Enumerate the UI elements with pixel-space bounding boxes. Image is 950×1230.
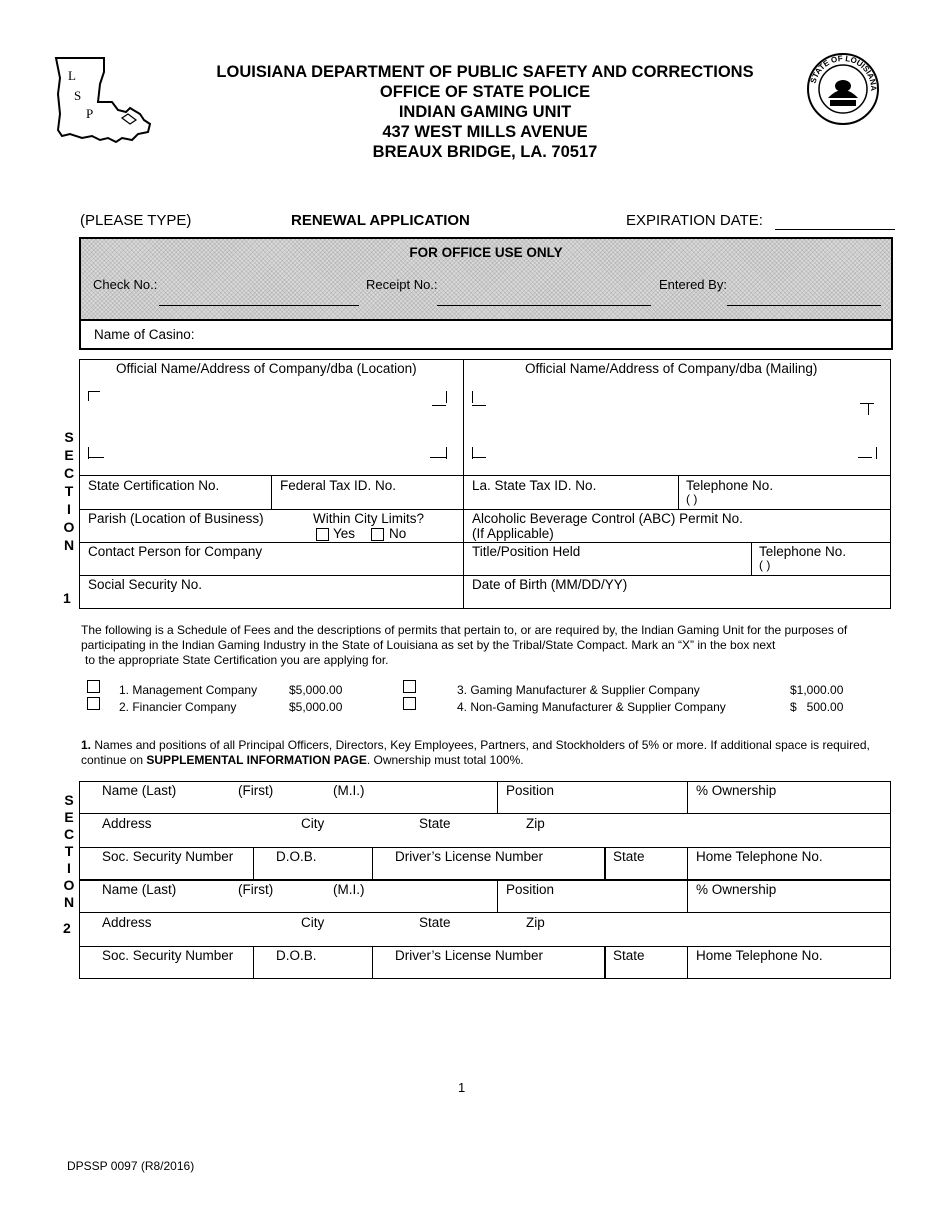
check-no-label: Check No.: <box>93 277 158 292</box>
dob-label: D.O.B. <box>276 849 317 864</box>
name-first-label: (First) <box>238 783 274 798</box>
state-seal-icon <box>806 52 880 126</box>
abc-if-applicable-label: (If Applicable) <box>472 526 554 541</box>
header-line-3: INDIAN GAMING UNIT <box>398 103 572 121</box>
entered-by-field[interactable] <box>727 305 881 306</box>
fee-item-label: 2. Financier Company <box>119 700 237 714</box>
telephone-area-code[interactable]: ( ) <box>686 492 698 506</box>
la-state-tax-id-label: La. State Tax ID. No. <box>472 478 597 493</box>
section-2-letter: S <box>64 792 74 808</box>
financier-company-checkbox[interactable] <box>87 697 100 710</box>
name-mi-label: (M.I.) <box>333 882 365 897</box>
ownership-label: % Ownership <box>696 783 777 798</box>
supplemental-page-ref: SUPPLEMENTAL INFORMATION PAGE <box>146 753 367 767</box>
logo-letter-l: L <box>68 68 76 83</box>
section-1-letter: C <box>63 465 75 481</box>
mailing-address-field[interactable] <box>470 385 882 461</box>
receipt-no-field[interactable] <box>437 305 651 306</box>
date-of-birth-label: Date of Birth (MM/DD/YY) <box>472 577 628 592</box>
expiration-date-field[interactable] <box>775 229 895 230</box>
section-2-letter: I <box>67 860 71 876</box>
within-city-limits-label: Within City Limits? <box>313 511 425 526</box>
seal-text: STATE OF LOUISIANA <box>808 53 879 92</box>
section-1-letter: T <box>64 483 74 499</box>
fee-item-amount: $ 500.00 <box>790 700 844 714</box>
logo-letter-s: S <box>74 88 82 103</box>
fee-item-amount: $5,000.00 <box>289 683 343 697</box>
contact-person-label: Contact Person for Company <box>88 544 263 559</box>
header-line-5: BREAUX BRIDGE, LA. 70517 <box>372 143 598 161</box>
location-address-heading: Official Name/Address of Company/dba (Location) <box>116 361 417 376</box>
state-label: State <box>419 915 451 930</box>
home-telephone-label: Home Telephone No. <box>696 849 823 864</box>
within-city-yes-label: Yes <box>333 526 356 541</box>
home-telephone-label: Home Telephone No. <box>696 948 823 963</box>
address-label: Address <box>102 915 152 930</box>
section-1-letter: S <box>64 429 74 445</box>
within-city-no-checkbox[interactable] <box>371 528 384 541</box>
management-company-checkbox[interactable] <box>87 680 100 693</box>
drivers-license-label: Driver’s License Number <box>395 948 544 963</box>
section-2-vertical-label <box>62 792 76 911</box>
casino-name-field[interactable] <box>79 320 893 350</box>
contact-telephone-area-code[interactable]: ( ) <box>759 558 771 572</box>
gaming-manufacturer-checkbox[interactable] <box>403 680 416 693</box>
position-label: Position <box>506 882 555 897</box>
header-line-4: 437 WEST MILLS AVENUE <box>382 123 588 141</box>
header-line-1: LOUISIANA DEPARTMENT OF PUBLIC SAFETY AND CORRECTIONS <box>216 63 754 81</box>
section-1-letter: I <box>67 501 71 517</box>
parish-label: Parish (Location of Business) <box>88 511 264 526</box>
section-2-letter: O <box>63 877 75 893</box>
license-state-label: State <box>613 948 645 963</box>
section-2-number: 2 <box>63 920 71 936</box>
dob-label: D.O.B. <box>276 948 317 963</box>
name-last-label: Name (Last) <box>102 882 177 897</box>
city-label: City <box>301 816 325 831</box>
receipt-no-label: Receipt No.: <box>366 277 438 292</box>
check-no-field[interactable] <box>159 305 359 306</box>
fee-item-amount: $5,000.00 <box>289 700 343 714</box>
instr-text-a: Names and positions of all Principal Officers, Directors, Key Employees, Partners, and Stockholders of 5% or more. If additional space is required, continue on <box>81 738 870 767</box>
abc-permit-label: Alcoholic Beverage Control (ABC) Permit No. <box>472 511 743 526</box>
section-1-letter: N <box>63 537 75 553</box>
state-label: State <box>419 816 451 831</box>
ownership-label: % Ownership <box>696 882 777 897</box>
zip-label: Zip <box>526 915 545 930</box>
expiration-date-label: EXPIRATION DATE: <box>626 212 763 229</box>
casino-name-label: Name of Casino: <box>94 327 195 342</box>
section-2-letter: N <box>63 894 75 910</box>
please-type-label: (PLEASE TYPE) <box>80 212 192 229</box>
telephone-label: Telephone No. <box>686 478 774 493</box>
fee-item-label: 1. Management Company <box>119 683 258 697</box>
logo-letter-p: P <box>86 106 94 121</box>
within-city-no-label: No <box>389 526 407 541</box>
state-certification-label: State Certification No. <box>88 478 220 493</box>
title-position-label: Title/Position Held <box>472 544 581 559</box>
section-2-letter: E <box>64 809 74 825</box>
section-2-instructions <box>81 738 881 768</box>
office-use-box <box>79 237 893 321</box>
section-2-letter: C <box>63 826 75 842</box>
non-gaming-manufacturer-checkbox[interactable] <box>403 697 416 710</box>
section-1-number: 1 <box>63 590 71 606</box>
mailing-address-heading: Official Name/Address of Company/dba (Mailing) <box>525 361 818 376</box>
soc-security-label: Soc. Security Number <box>102 849 234 864</box>
position-label: Position <box>506 783 555 798</box>
fee-item-amount: $1,000.00 <box>790 683 844 697</box>
soc-security-label: Soc. Security Number <box>102 948 234 963</box>
location-address-field[interactable] <box>86 385 454 461</box>
form-code: DPSSP 0097 (R8/2016) <box>67 1159 195 1173</box>
within-city-yes-checkbox[interactable] <box>316 528 329 541</box>
entered-by-label: Entered By: <box>659 277 727 292</box>
agency-header <box>200 62 770 162</box>
name-first-label: (First) <box>238 882 274 897</box>
name-mi-label: (M.I.) <box>333 783 365 798</box>
instr-text-b: . Ownership must total 100%. <box>366 753 524 767</box>
ssn-label: Social Security No. <box>88 577 203 592</box>
section-2-letter: T <box>64 843 74 859</box>
federal-tax-id-label: Federal Tax ID. No. <box>280 478 397 493</box>
instr-number: 1. <box>81 738 92 752</box>
fee-schedule-intro: The following is a Schedule of Fees and the descriptions of permits that pertain to, or are required by, the Indian Gaming Unit for the purposes of participating in the Indian Gaming Industry in the State of Louisiana as set by the Tribal/State Compact. Mark an “X” in the box next <box>81 623 848 652</box>
drivers-license-label: Driver’s License Number <box>395 849 544 864</box>
section-1-letter: O <box>63 519 75 535</box>
fee-item-label: 4. Non-Gaming Manufacturer & Supplier Company <box>457 700 726 714</box>
address-label: Address <box>102 816 152 831</box>
zip-label: Zip <box>526 816 545 831</box>
contact-telephone-label: Telephone No. <box>759 544 847 559</box>
header-line-2: OFFICE OF STATE POLICE <box>379 83 591 101</box>
lsp-state-outline-logo <box>52 54 158 150</box>
fee-item-label: 3. Gaming Manufacturer & Supplier Company <box>457 683 700 697</box>
office-use-heading: FOR OFFICE USE ONLY <box>409 245 563 260</box>
fee-schedule-intro-2: to the appropriate State Certification you are applying for. <box>85 653 389 667</box>
section-1-vertical-label <box>62 428 76 554</box>
form-title: RENEWAL APPLICATION <box>291 212 470 229</box>
license-state-label: State <box>613 849 645 864</box>
page-number: 1 <box>458 1080 466 1095</box>
city-label: City <box>301 915 325 930</box>
section-1-letter: E <box>64 447 74 463</box>
name-last-label: Name (Last) <box>102 783 177 798</box>
